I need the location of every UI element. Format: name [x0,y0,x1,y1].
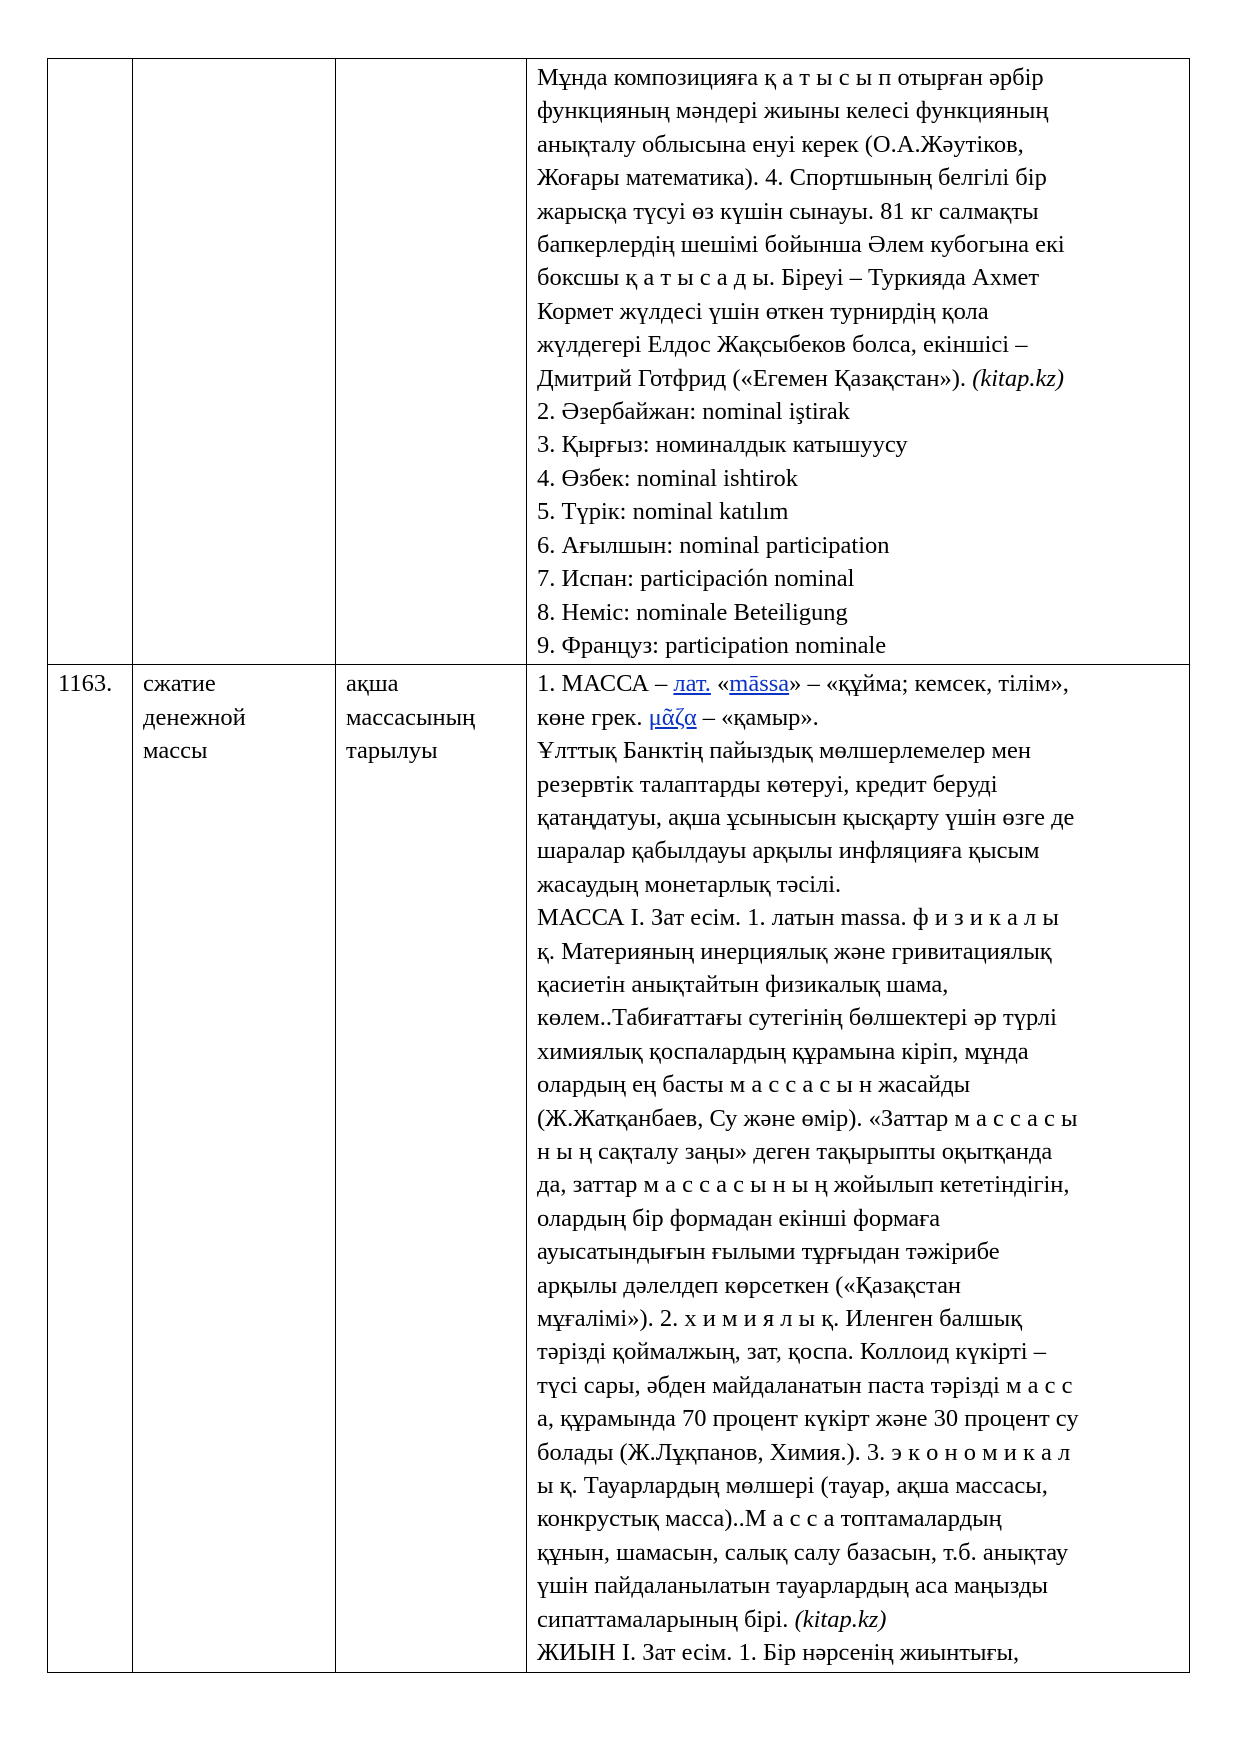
definition-line: химиялық қоспалардың құрамына кіріп, мұнда [537,1037,1029,1065]
entry-number: 1163. [58,670,113,698]
definition-line: ЖИЫН I. Зат есім. 1. Бір нәрсенің жиынтығы, [537,1639,1020,1667]
definition-line: Кормет жүлдесі үшін өткен турнирдің қола [537,297,989,325]
definition-cell [527,59,1190,665]
definition-line: конкрустық масса)..М а с с а топтамалардың [537,1505,1002,1533]
massa-link[interactable]: māssa [729,670,790,698]
definition-line: ы қ. Тауарлардың мөлшері (тауар, ақша массасы, [537,1472,1048,1500]
translation-line: 9. Француз: participation nominale [537,631,887,659]
definition-line: да, заттар м а с с а с ы н ы ң жойылып кететіндігін, [537,1171,1070,1199]
translation-line: 4. Өзбек: nominal ishtirok [537,464,799,492]
definition-line: Ұлттық Банктің пайыздық мөлшерлемелер мен [537,737,1032,765]
definition-line: боксшы қ а т ы с а д ы. Біреуі – Туркияда Ахмет [537,264,1040,292]
definition-line: олардың ең басты м а с с а с ы н жасайды [537,1071,971,1099]
russian-term-cell [133,665,336,1672]
translation-line: 2. Әзербайжан: nominal iştirak [537,398,850,426]
definition-line: ауысатындығын ғылыми тұрғыдан тәжірибе [537,1238,1000,1266]
greek-link[interactable]: μᾶζα [648,703,697,731]
definition-line: болады (Ж.Лұқпанов, Химия.). 3. э к о н о м и к а л [537,1438,1071,1466]
definition-line: а, құрамында 70 процент күкірт және 30 процент су [537,1405,1079,1433]
definition-line: резервтік талаптарды көтеруі, кредит беруді [537,770,998,798]
kazakh-term: массасының [346,703,476,731]
definition-line: арқылы дәлелдеп көрсеткен («Қазақстан [537,1271,962,1299]
etymology-line: көне грек. μᾶζα – «қамыр». [537,703,819,731]
table-row [48,59,1190,665]
definition-line: Мұнда композицияға қ а т ы с ы п отырған әрбір [537,64,1044,91]
source-tag: (kitap.kz) [972,364,1065,392]
latin-link[interactable]: лат. [673,670,711,698]
source-tag: (kitap.kz) [794,1605,887,1633]
translation-line: 6. Ағылшын: nominal participation [537,531,890,559]
definition-line: мұғалімі»). 2. х и м и я л ы қ. Иленген балшық [537,1305,1023,1333]
definition-line: МАССА I. Зат есім. 1. латын massa. ф и з и к а л ы [537,904,1059,932]
russian-term: сжатие [143,670,216,698]
definition-line: жарысқа түсуі өз күшін сынауы. 81 кг салмақты [537,197,1039,225]
definition-line: функцияның мәндері жиыны келесі функцияның [537,97,1049,125]
translation-line: 8. Неміс: nominale Beteiligung [537,598,848,626]
entry-number-cell [48,59,133,665]
russian-term: денежной [143,703,246,731]
definition-line: сипаттамаларының бірі. (kitap.kz) [537,1605,887,1633]
definition-line: жүлдегері Елдос Жақсыбеков болса, екіншісі – [537,331,1028,359]
russian-term: массы [143,737,208,765]
russian-term-cell [133,59,336,665]
table-row [48,665,1190,1672]
definition-line: көлем..Табиғаттағы сутегінің бөлшектері әр түрлі [537,1004,1057,1032]
definition-line: жасаудың монетарлық тәсілі. [537,870,842,898]
definition-line: олардың бір формадан екінші формаға [537,1204,941,1232]
etymology-line: 1. МАССА – лат. «māssa» – «құйма; кемсек, тілім», [537,670,1069,698]
definition-line: (Ж.Жатқанбаев, Су және өмір). «Заттар м а с с а с ы [537,1104,1078,1132]
definition-cell [527,665,1190,1672]
kazakh-term: ақша [346,670,399,698]
definition-line: түсі сары, әбден майдаланатын паста тәрізді м а с с [537,1371,1073,1399]
translation-line: 3. Қырғыз: номиналдык катышуусу [537,431,908,459]
definition-line: үшін пайдаланылатын тауарлардың аса маңызды [537,1572,1048,1600]
definition-line: тәрізді қоймалжың, зат, қоспа. Коллоид күкірті – [537,1338,1046,1366]
definition-line: бапкерлердің шешімі бойынша Әлем кубогына екі [537,231,1065,259]
definition-line: құнын, шамасын, салық салу базасын, т.б. анықтау [537,1538,1069,1566]
entry-number-cell [48,665,133,1672]
definition-line: қатаңдатуы, ақша ұсынысын қысқарту үшін өзге де [537,803,1075,831]
definition-line: анықталу облысына енуі керек (О.А.Жәутіков, [537,130,1024,158]
definition-line: Дмитрий Готфрид («Егемен Қазақстан»). (kitap.kz) [537,364,1065,392]
translation-line: 5. Түрік: nominal katılım [537,498,789,526]
definition-line: Жоғары математика). 4. Спортшының белгілі бір [537,164,1047,192]
translation-line: 7. Испан: participación nominal [537,565,855,593]
definition-line: н ы ң сақталу заңы» деген тақырыпты оқытқанда [537,1138,1053,1165]
kazakh-term: тарылуы [346,737,438,765]
kazakh-term-cell [336,665,527,1672]
definition-line: қ. Материяның инерциялық және гривитациялық [537,937,1052,965]
definition-line: шаралар қабылдауы арқылы инфляцияға қысым [537,837,1040,865]
definition-line: қасиетін анықтайтын физикалық шама, [537,970,949,998]
kazakh-term-cell [336,59,527,665]
dictionary-table [47,58,1190,1673]
